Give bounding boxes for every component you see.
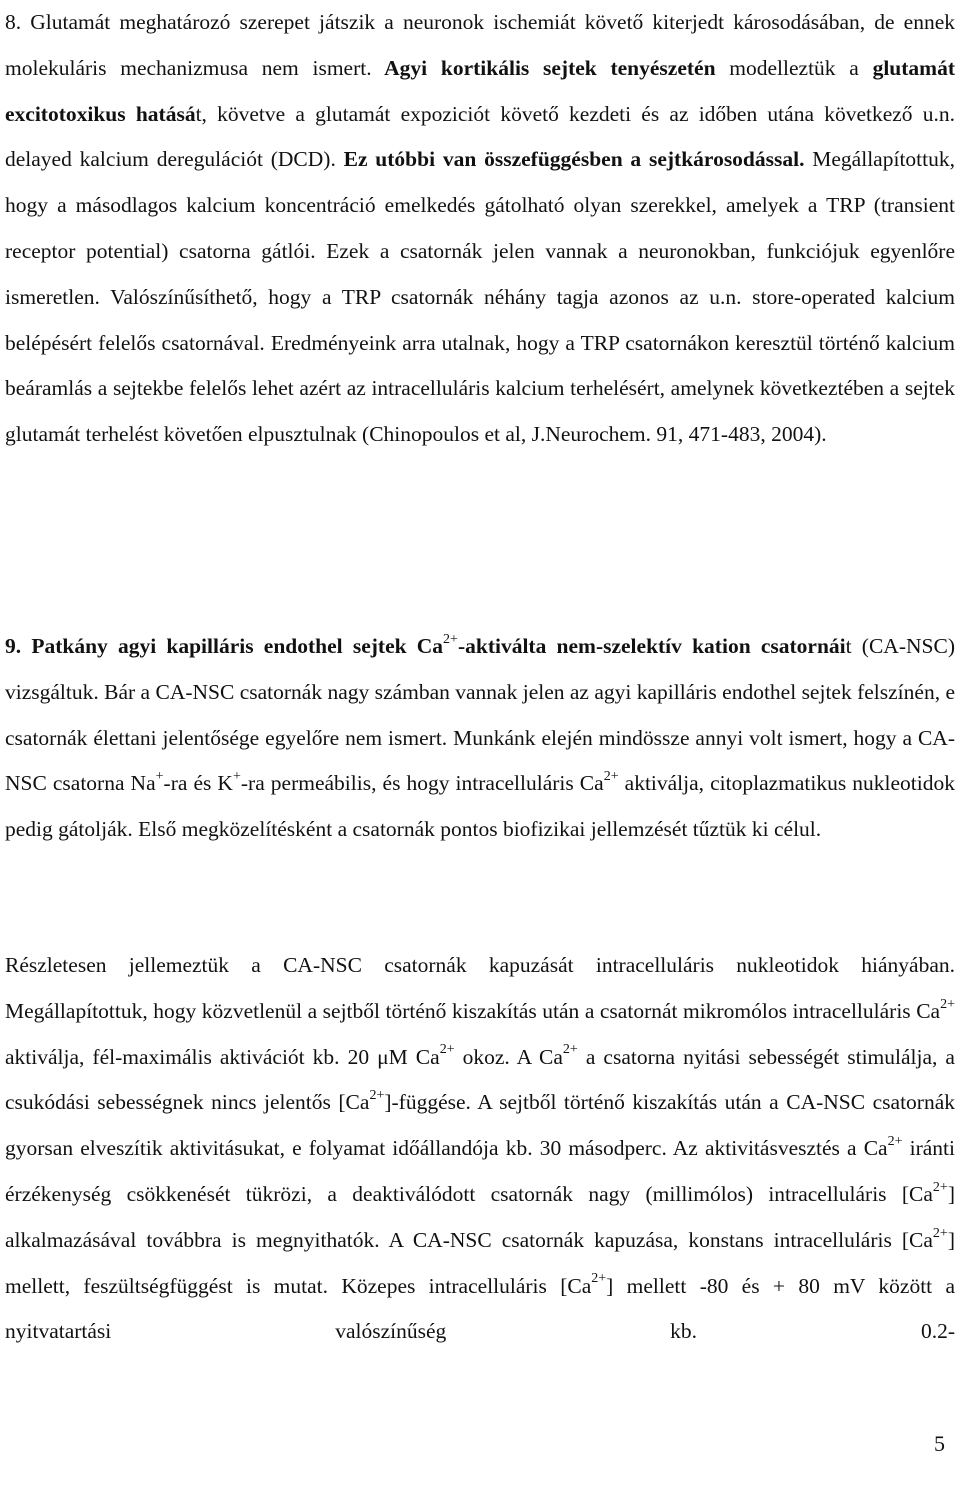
superscript: 2+ xyxy=(562,1042,578,1058)
paragraph-details xyxy=(5,943,955,1355)
text-run: iránti érzékenység csökkenését tükrözi, a deaktiválódott csatornák nagy (millimólos) intracelluláris [Ca xyxy=(5,1136,956,1206)
superscript: 2+ xyxy=(932,1225,948,1241)
text-run: ] mellett, feszültségfüggést is mutat. Közepes intracelluláris [Ca xyxy=(5,1227,955,1298)
text-run: ]-függése. A sejtből történő kiszakítás után a CA-NSC csatornák gyorsan elveszítik aktivitásukat, e folyamat időállandója kb. 30 másodperc. Az aktivitásvesztés a Ca xyxy=(5,1090,955,1161)
text-run: ] mellett -80 és + 80 mV között a nyitvatartási valószínűség kb. 0.2- xyxy=(5,1273,956,1344)
superscript: 2+ xyxy=(591,1271,607,1287)
superscript: 2+ xyxy=(439,1042,455,1058)
bold-run: Agyi kortikális sejtek tenyészetén xyxy=(371,55,716,80)
superscript: 2+ xyxy=(369,1088,385,1104)
bold-run: 9. Patkány agyi kapilláris endothel sejtek Ca xyxy=(5,634,444,658)
text-run: t, követve a glutamát expoziciót követő kezdeti és az időben utána következő u.n. delayed kalcium deregulációt (DCD). xyxy=(5,101,955,172)
text-run: Glutamát meghatározó szerepet játszik a neuronok ischemiát követő kiterjedt károsodásában, de ennek molekuláris mechanizmusa nem ismert. xyxy=(5,10,955,80)
paragraph-9 xyxy=(5,624,955,853)
page-number: 5 xyxy=(934,1431,945,1456)
superscript: 2+ xyxy=(932,1179,948,1195)
text-run: -ra permeábilis, és hogy intracelluláris Ca xyxy=(240,771,604,796)
text-run: aktiválja, citoplazmatikus nukleotidok pedig gátolják. Első megközelítésként a csatornák pontos biofizikai jellemzését tűztük ki célul. xyxy=(5,771,955,842)
superscript: 2+ xyxy=(443,631,458,647)
section-number: 8. xyxy=(5,10,22,34)
superscript: 2+ xyxy=(603,769,619,785)
text-run: t (CA-NSC) vizsgáltuk. Bár a CA-NSC csatornák nagy számban vannak jelen az agyi kapilláris endothel sejtek felszínén, e csatornák élettani jelentősége egyelőre nem ismert. Munkánk elején mindössze annyi volt ismert, hogy a CA-NSC csatorna Na xyxy=(5,634,955,796)
text-run: a csatorna nyitási sebességét stimulálja, a csukódási sebességnek nincs jelentős [Ca xyxy=(5,1044,955,1115)
superscript: 2+ xyxy=(887,1134,903,1150)
text-run: -ra és K xyxy=(163,771,233,796)
text-run: Részletesen jellemeztük a CA-NSC csatornák kapuzását intracelluláris nukleotidok hiányában. Megállapítottuk, hogy közvetlenül a sejtből történő kiszakítás után a csatornát mikromólos intracelluláris Ca xyxy=(5,953,955,1023)
bold-run: glutamát excitotoxikus hatásá xyxy=(5,55,955,126)
text-run: okoz. A Ca xyxy=(454,1044,563,1069)
bold-run: -aktiválta nem-szelektív kation csatornái xyxy=(457,634,846,658)
bold-run: Ez utóbbi van összefüggésben a sejtkárosodással. xyxy=(335,147,805,172)
text-run: Megállapítottuk, hogy a másodlagos kalcium koncentráció emelkedés gátolható olyan szerekkel, amelyek a TRP (transient receptor potential) csatorna gátlói. Ezek a csatornák jelen vannak a neuronokban, funkciójuk egyenlőre ismeretlen. Valószínűsíthető, hogy a TRP csatornák néhány tagja azonos az u.n. store-operated kalcium belépésért felelős csatornával. Eredményeink arra utalnak, hogy a TRP csatornákon keresztül történő kalcium beáramlás a sejtekbe felelős lehet azért az intracelluláris kalcium terhelésért, amelynek következtében a sejtek glutamát terhelést követően elpusztulnak (Chinopoulos et al, J.Neurochem. 91, 471-483, 2004). xyxy=(5,147,955,447)
superscript: 2+ xyxy=(940,996,955,1012)
text-run: aktiválja, fél-maximális aktivációt kb. 20 μM Ca xyxy=(5,1044,440,1069)
paragraph-8 xyxy=(5,0,955,458)
superscript: + xyxy=(155,769,164,785)
text-run: ] alkalmazásával továbbra is megnyithatók. A CA-NSC csatornák kapuzása, konstans intracelluláris [Ca xyxy=(5,1181,955,1252)
superscript: + xyxy=(232,769,241,785)
text-run: modelleztük a xyxy=(715,55,859,80)
